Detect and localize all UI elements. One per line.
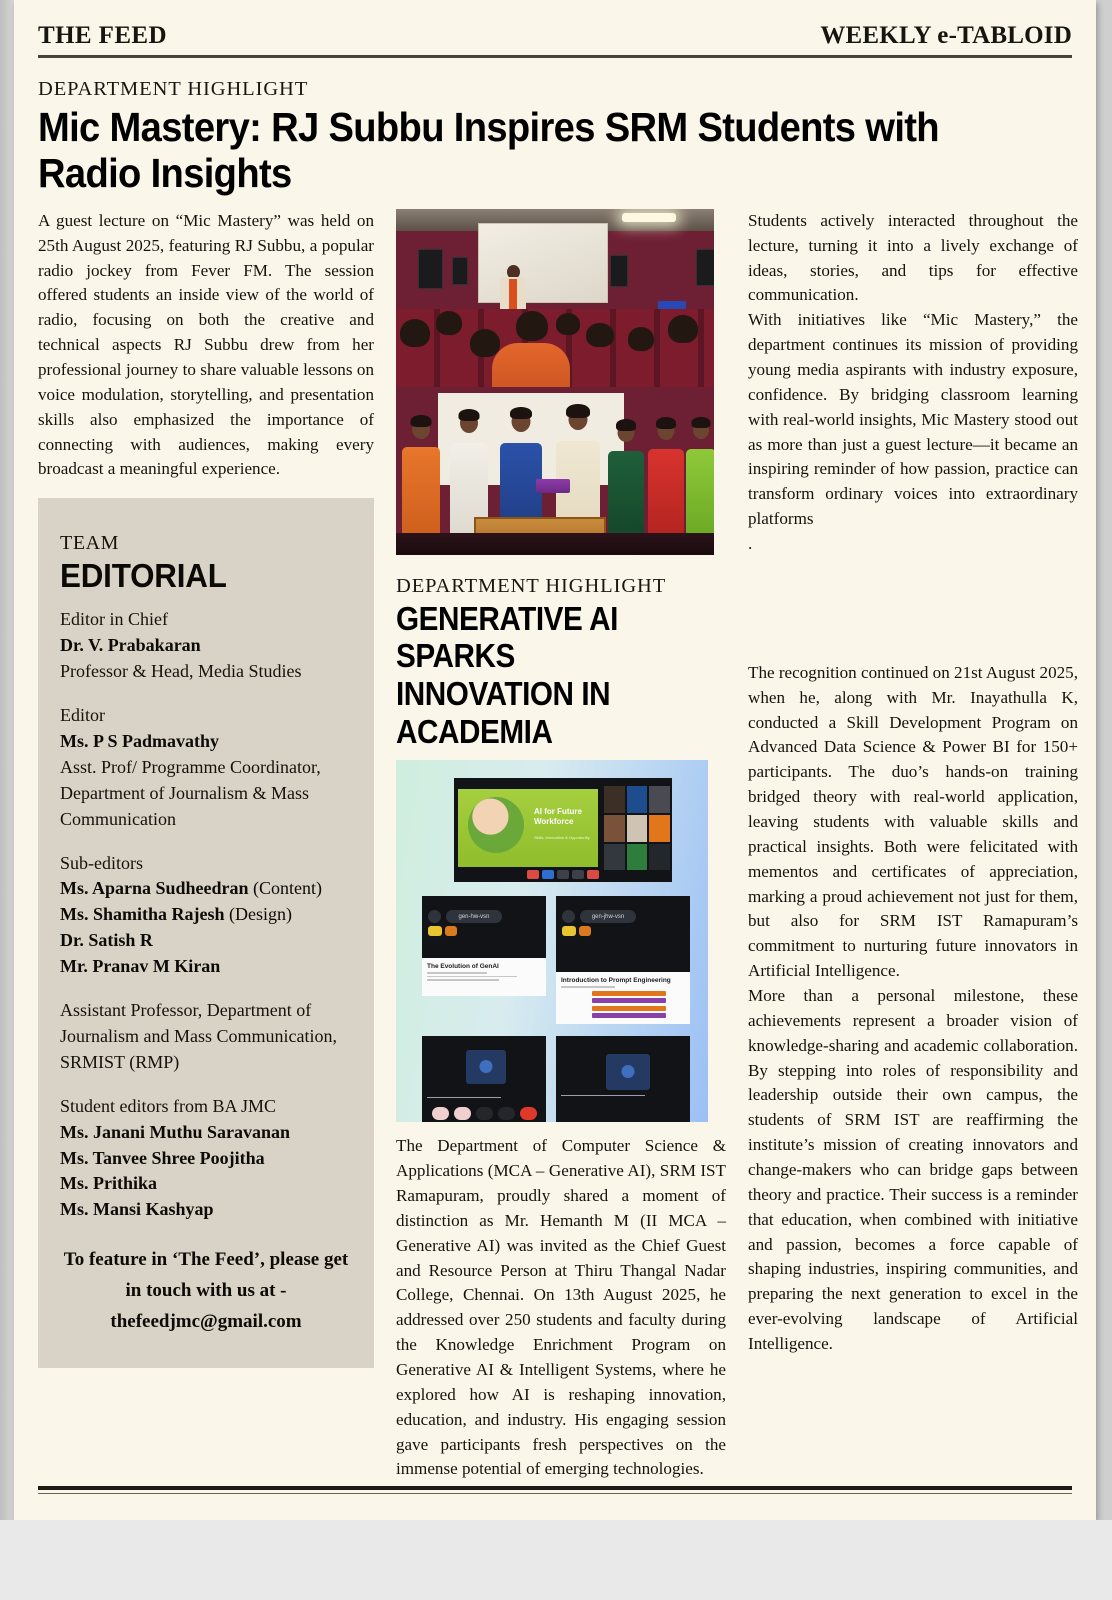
student-editor-name: Ms. Janani Muthu Saravanan xyxy=(60,1121,291,1142)
participant-tile xyxy=(604,786,625,813)
participant-tile xyxy=(627,844,648,871)
camera-button-icon[interactable] xyxy=(542,870,554,879)
subeditor-name: Mr. Pranav M Kiran xyxy=(60,956,221,977)
footer-rule-thick xyxy=(38,1486,1072,1490)
subeditor-suffix: (Content) xyxy=(248,878,323,899)
chat-button-icon[interactable] xyxy=(572,870,584,879)
mic-button-icon[interactable] xyxy=(527,870,539,879)
audience-heads xyxy=(396,301,714,387)
speaker-box xyxy=(418,249,443,289)
share-button-icon[interactable] xyxy=(476,1107,493,1120)
audience-head xyxy=(436,311,462,335)
slide-text-line xyxy=(427,976,517,978)
person-hair xyxy=(656,417,676,429)
slide-ai-future-workforce xyxy=(458,789,598,867)
editor-entry-chief xyxy=(60,607,352,685)
editor-role: Editor in Chief xyxy=(60,609,168,630)
editor-role: Editor xyxy=(60,704,105,725)
audience-head xyxy=(668,315,698,343)
spacer xyxy=(60,1076,352,1094)
meeting-window-left xyxy=(422,896,546,996)
leave-button-icon[interactable] xyxy=(587,870,599,879)
badge-icon xyxy=(579,926,591,936)
badge-icon xyxy=(445,926,457,936)
slide-text-line xyxy=(561,986,615,988)
slide-bar-purple xyxy=(592,1013,666,1018)
article1-left-body: A guest lecture on “Mic Mastery” was held on 25th August 2025, featuring RJ Subbu, a popular radio jockey from Fever FM. The session offered students an inside view of the world of radio, focusing on both the creative and technical aspects RJ Subbu drew from her professional journey to share valuable lessons on voice modulation, storytelling, and presentation skills also emphasized the importance of connecting with audiences, making every broadcast a meaningful experience. xyxy=(38,210,374,479)
editor-detail: Asst. Prof/ Programme Coordinator, Department of Journalism & Mass Communication xyxy=(60,756,321,829)
spacer xyxy=(60,980,352,998)
speaker-box xyxy=(696,249,714,286)
subeditor-item xyxy=(60,954,352,980)
content-columns xyxy=(38,209,1078,1482)
person-torso xyxy=(402,447,440,539)
ceiling-light xyxy=(622,213,676,222)
subeditor-item xyxy=(60,902,352,928)
auditorium-scene xyxy=(396,209,714,387)
audience-head xyxy=(628,327,654,351)
student-editor-name: Ms. Mansi Kashyap xyxy=(60,1199,214,1220)
participant-tile xyxy=(649,786,670,813)
group-person xyxy=(402,411,440,539)
student-editors-block xyxy=(60,1094,352,1224)
participant-tile xyxy=(649,844,670,871)
editor-name: Dr. V. Prabakaran xyxy=(60,635,201,656)
column-left xyxy=(38,209,374,1368)
subeditors-block xyxy=(60,851,352,981)
audience-head xyxy=(516,311,548,341)
person-saree xyxy=(686,449,714,539)
group-person xyxy=(608,415,644,539)
participant-tile xyxy=(627,815,648,842)
editorial-sidebar xyxy=(38,498,374,1367)
badge-icon xyxy=(428,926,442,936)
spacer xyxy=(748,557,1078,661)
person-hair xyxy=(411,415,432,427)
slide-title-text: The Evolution of GenAI xyxy=(427,963,499,971)
participant-tile xyxy=(649,815,670,842)
student-editors-label: Student editors from BA JMC xyxy=(60,1095,277,1116)
contact-email[interactable]: thefeedjmc@gmail.com xyxy=(110,1310,302,1332)
meeting-control-bar[interactable] xyxy=(422,1107,546,1120)
back-arrow-icon[interactable] xyxy=(428,910,441,923)
contact-line-2: in touch with us at - xyxy=(125,1280,287,1302)
audience-head xyxy=(400,319,430,347)
editor-entry-editor xyxy=(60,703,352,833)
spacer xyxy=(60,685,352,703)
person-hair xyxy=(616,419,636,431)
article2-kicker: DEPARTMENT HIGHLIGHT xyxy=(396,574,667,597)
subeditor-name: Dr. Satish R xyxy=(60,930,153,951)
column-middle xyxy=(396,209,726,1482)
article1-right-paragraph-1: Students actively interacted throughout the lecture, turning it into a lively exchange of ideas, stories, and tips for effective communication. xyxy=(748,210,1078,305)
slide-bar-orange xyxy=(592,1006,666,1011)
sidebar-team-label: TEAM xyxy=(60,532,120,555)
speaker-box xyxy=(610,255,628,287)
subeditor-name: Ms. Aparna Sudheedran xyxy=(60,878,249,899)
badge-icon xyxy=(562,926,576,936)
masthead-title-left: THE FEED xyxy=(38,22,167,49)
slide-subtitle-text: Skills, Innovation & Opportunity xyxy=(534,835,590,841)
article1-headline: Mic Mastery: RJ Subbu Inspires SRM Students with Radio Insights xyxy=(38,104,939,196)
person-hair xyxy=(510,407,532,419)
slide-text-line xyxy=(427,979,499,981)
camera-button-icon[interactable] xyxy=(454,1107,471,1120)
group-person xyxy=(686,413,714,539)
meeting-window-right xyxy=(556,896,690,1024)
group-photo-scene xyxy=(396,387,714,555)
participant-tile xyxy=(604,844,625,871)
audience-head xyxy=(556,313,580,335)
subeditor-name: Ms. Shamitha Rajesh xyxy=(60,904,225,925)
slide-prompt-engineering xyxy=(556,972,690,1024)
article1-right-paragraph-2: With initiatives like “Mic Mastery,” the department continues its mission of providing young media aspirants with industry exposure, confidence. By bridging classroom learning with real-world insights, Mic Mastery stood out as more than just a guest lecture—it became an inspiring reminder of how passion, practice can transform ordinary voices into extraordinary platforms xyxy=(748,310,1078,529)
speaker-box xyxy=(452,257,468,285)
participant-tile xyxy=(627,786,648,813)
meeting-window-bottom-left xyxy=(422,1036,546,1122)
page-left-edge xyxy=(0,0,14,1520)
person-saree xyxy=(608,451,644,539)
article2-mid-body: The Department of Computer Science & Applications (MCA – Generative AI), SRM IST Ramapuram, proudly shared a moment of distinction as Mr. Hemanth M (II MCA – Generative AI) was invited as the Chief Guest and Resource Person at Thiru Thangal Nadar College, Chennai. On 13th August 2025, he addressed over 250 students and faculty during the Knowledge Enrichment Program on Generative AI & Intelligent Systems, where he explored how AI is reshaping innovation, education, and industry. His engaging session gave participants fresh perspectives on the immense potential of emerging technologies. xyxy=(396,1136,726,1479)
person-hair xyxy=(566,404,590,418)
back-arrow-icon[interactable] xyxy=(562,910,575,923)
page-bottom-edge xyxy=(0,1520,1112,1600)
editor-name: Ms. P S Padmavathy xyxy=(60,730,220,751)
masthead xyxy=(38,0,1072,50)
sidebar-title: EDITORIAL xyxy=(60,557,227,595)
person-hair xyxy=(459,409,480,421)
slide-bar-orange xyxy=(592,991,666,996)
article1-trailing-punctuation: . xyxy=(748,533,753,553)
memento-object xyxy=(536,479,570,493)
audience-head xyxy=(586,323,614,347)
share-button-icon[interactable] xyxy=(557,870,569,879)
slide-evolution-genai xyxy=(422,958,546,996)
slide-title-text: AI for Future Workforce xyxy=(534,807,582,827)
mic-button-icon[interactable] xyxy=(432,1107,449,1120)
share-status-text xyxy=(561,1095,645,1096)
person-saree xyxy=(648,449,684,539)
meeting-window-main xyxy=(454,778,672,882)
masthead-rule xyxy=(38,55,1072,58)
avatar-circle xyxy=(622,1065,635,1078)
contact-block xyxy=(60,1245,352,1337)
footer-rule-thin xyxy=(38,1493,1072,1495)
meeting-control-bar[interactable] xyxy=(527,870,599,879)
article2-photo-collage xyxy=(396,760,708,1122)
subeditor-item xyxy=(60,876,352,902)
photo-auditorium-lecture xyxy=(396,209,714,387)
slide-bar-purple xyxy=(592,998,666,1003)
more-button-icon[interactable] xyxy=(498,1107,515,1120)
spacer xyxy=(60,833,352,851)
article2-headline: GENERATIVE AI SPARKS INNOVATION IN ACADEMIA xyxy=(396,599,618,750)
newsletter-sheet xyxy=(14,0,1096,1520)
leave-button-icon[interactable] xyxy=(520,1107,537,1120)
projector-screen xyxy=(478,223,608,303)
subeditor-suffix: (Design) xyxy=(224,904,292,925)
participant-tile xyxy=(604,815,625,842)
article2-right-paragraph-1: The recognition continued on 21st August 2025, when he, along with Mr. Inayathulla K, conducted a Skill Development Program on Advanced Data Science & Power BI for 150+ participants. The duo’s hands-on training bridged theory with real-world application, leaving students with valuable skills and practical insights. Both were felicitated with mementos and certificates of appreciation, marking a proud achievement not just for them, but also for SRM IST Ramapuram’s commitment to nurturing future innovators in Artificial Intelligence. xyxy=(748,662,1078,981)
masthead-title-right: WEEKLY e-TABLOID xyxy=(820,22,1072,49)
participant-tiles xyxy=(604,786,670,870)
share-status-text xyxy=(427,1097,501,1098)
screen-share-tile xyxy=(466,1050,506,1084)
student-editor-name: Ms. Prithika xyxy=(60,1173,157,1194)
stage-floor xyxy=(396,533,714,555)
student-editor-name: Ms. Tanvee Shree Poojitha xyxy=(60,1147,265,1168)
person-hair xyxy=(692,417,711,428)
footer-rules xyxy=(38,1486,1072,1495)
sidebar-affiliation: Assistant Professor, Department of Journalism and Mass Communication, SRMIST (RMP) xyxy=(60,1000,337,1072)
slide-title-text: Introduction to Prompt Engineering xyxy=(561,977,671,985)
meeting-id-label: gen-hw-vsn xyxy=(446,910,502,923)
audience-head xyxy=(470,329,500,357)
editor-detail: Professor & Head, Media Studies xyxy=(60,661,302,682)
meeting-window-bottom-right xyxy=(556,1036,690,1122)
group-person xyxy=(648,413,684,539)
subeditors-label: Sub-editors xyxy=(60,852,143,873)
subeditor-item xyxy=(60,928,352,954)
article2-right-paragraph-2: More than a personal milestone, these achievements represent a broader vision of knowledge-sharing and academic collaboration. By stepping into roles of responsibility and leadership outside their own campus, the students of SRM IST are reaffirming the institute’s mission of creating innovators and change-makers who can bridge gaps between theory and practice. Their success is a reminder that education, when combined with initiative and passion, becomes a force capable of shaping industries, inspiring communities, and preparing the next generation to excel in the ever-evolving landscape of Artificial Intelligence. xyxy=(748,986,1078,1354)
meeting-id-label: gen-jhw-vsn xyxy=(580,910,636,923)
avatar-circle xyxy=(480,1060,493,1073)
photo-group-memento xyxy=(396,387,714,555)
slide-text-line xyxy=(427,972,487,974)
slide-portrait-circle xyxy=(468,797,524,853)
article1-photo-stack xyxy=(396,209,714,555)
contact-line-1: To feature in ‘The Feed’, please get xyxy=(63,1249,349,1271)
column-right xyxy=(748,209,1078,1357)
screen-share-tile xyxy=(606,1054,650,1090)
article1-kicker: DEPARTMENT HIGHLIGHT xyxy=(38,78,309,100)
